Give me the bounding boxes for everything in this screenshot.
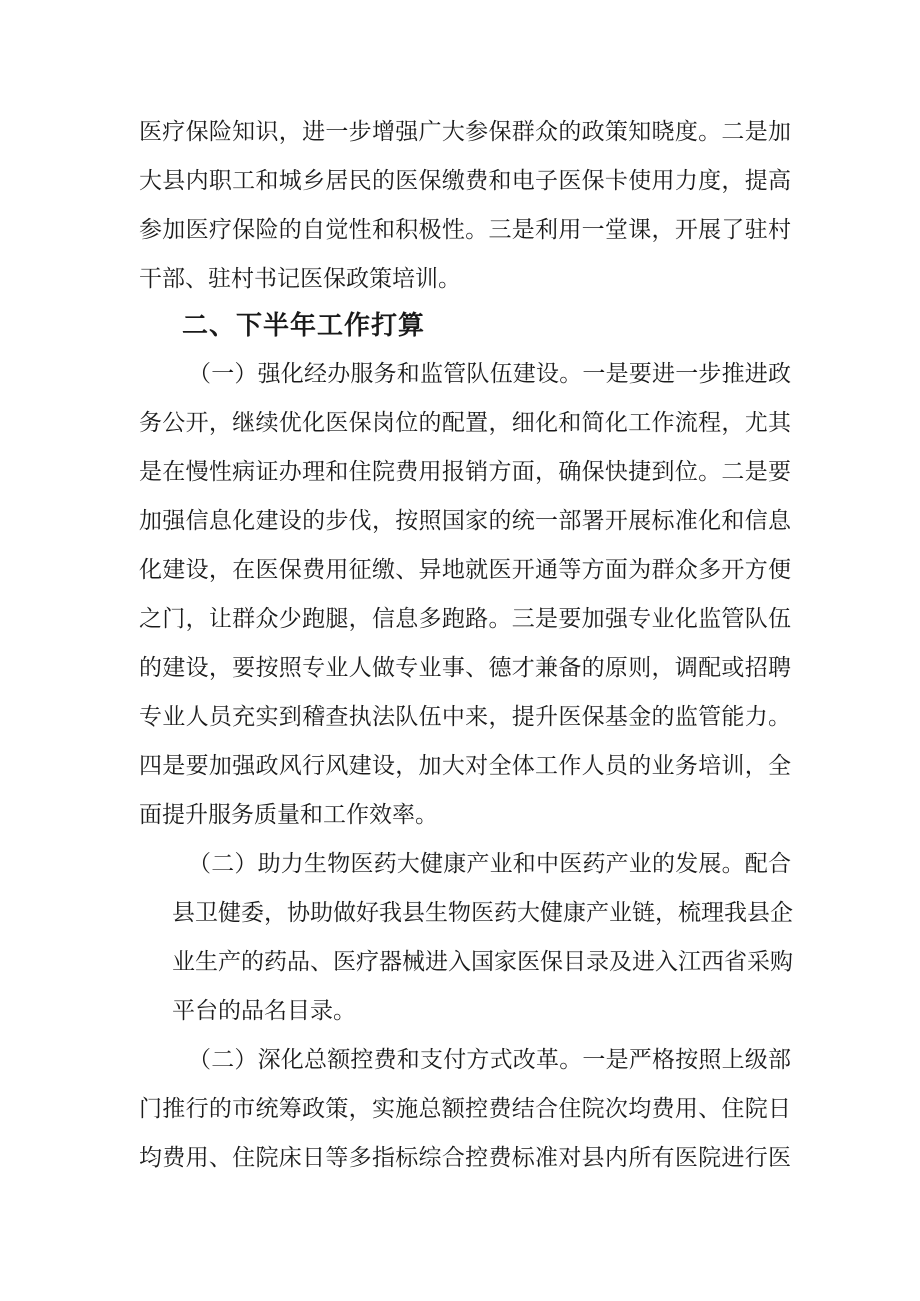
text-line: 是在慢性病证办理和住院费用报销方面，确保快捷到位。二是要 [139,459,791,485]
text-line: 之门，让群众少跑腿，信息多跑路。三是要加强专业化监管队伍 [139,606,791,632]
text-line: 参加医疗保险的自觉性和积极性。三是利用一堂课，开展了驻村 [139,217,791,243]
text-line: 医疗保险知识，进一步增强广大参保群众的政策知晓度。二是加 [139,119,791,145]
text-line: 加强信息化建设的步伐，按照国家的统一部署开展标准化和信息 [139,508,791,534]
text-line: 化建设，在医保费用征缴、异地就医开通等方面为群众多开方便 [139,557,791,583]
text-line: 门推行的市统筹政策，实施总额控费结合住院次均费用、住院日 [139,1096,791,1122]
text-line: 四是要加强政风行风建设，加大对全体工作人员的业务培训，全 [139,753,791,779]
text-line: 业生产的药品、医疗器械进入国家医保目录及进入江西省采购 [172,949,793,975]
text-line: 县卫健委，协助做好我县生物医药大健康产业链，梳理我县企 [172,900,793,926]
text-line: 面提升服务质量和工作效率。 [139,802,438,828]
text-line: 大县内职工和城乡居民的医保缴费和电子医保卡使用力度，提高 [139,168,791,194]
text-line: 的建设，要按照专业人做专业事、德才兼备的原则，调配或招聘 [139,655,791,681]
text-line: 务公开，继续优化医保岗位的配置，细化和简化工作流程，尤其 [139,410,791,436]
text-line: 干部、驻村书记医保政策培训。 [139,266,461,292]
text-line: 专业人员充实到稽查执法队伍中来，提升医保基金的监管能力。 [139,704,791,730]
text-line: （二）助力生物医药大健康产业和中医药产业的发展。配合 [188,851,791,877]
text-line: 均费用、住院床日等多指标综合控费标准对县内所有医院进行医 [139,1145,791,1171]
text-line: 平台的品名目录。 [172,998,356,1024]
section-heading: 二、下半年工作打算 [182,311,426,341]
text-line: （二）深化总额控费和支付方式改革。一是严格按照上级部 [188,1047,791,1073]
text-line: （一）强化经办服务和监管队伍建设。一是要进一步推进政 [188,361,791,387]
